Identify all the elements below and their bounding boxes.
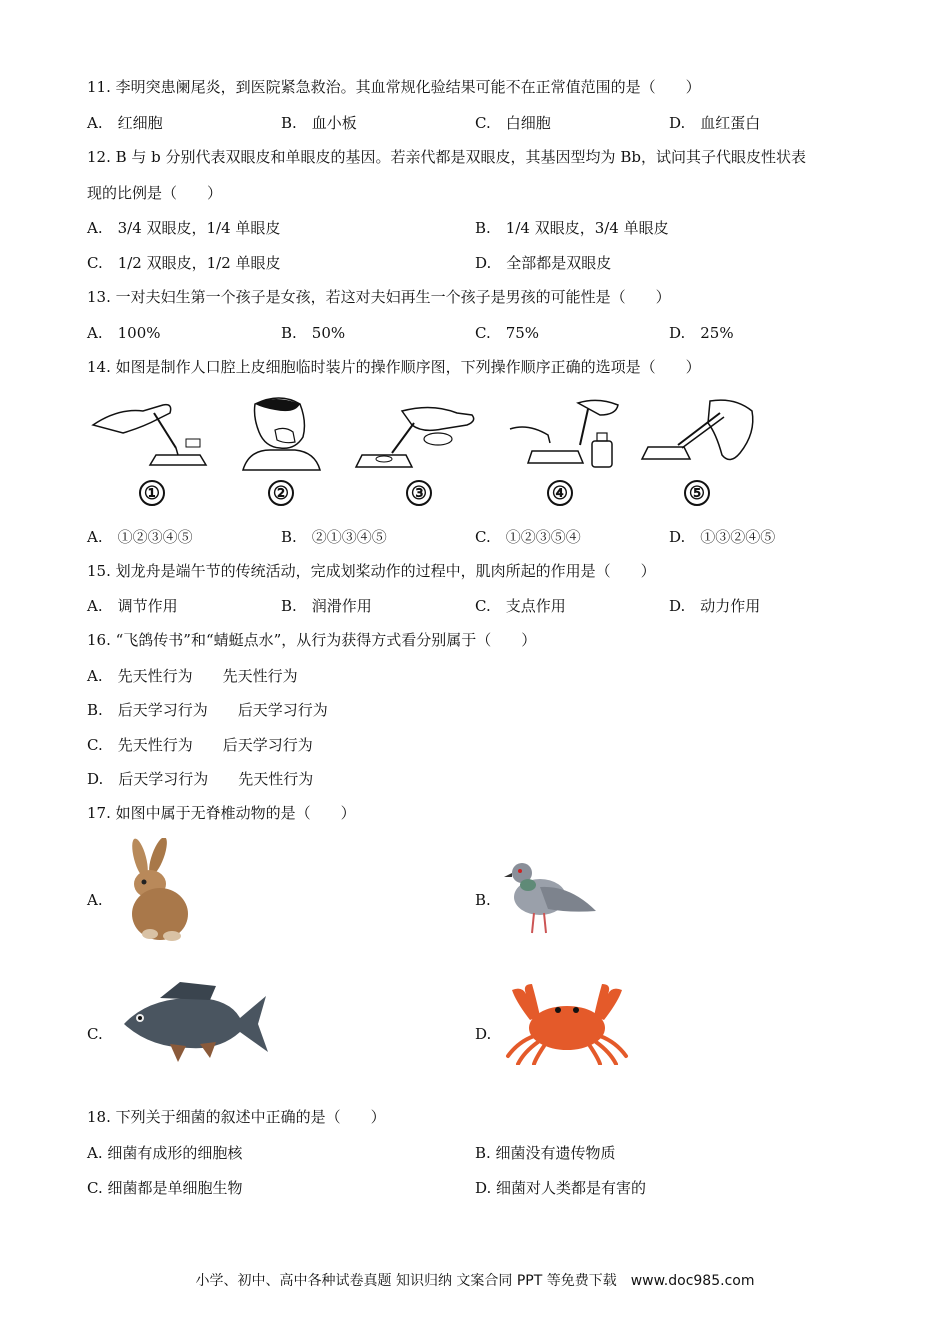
q18-option-a: A. 细菌有成形的细胞核 <box>87 1144 243 1162</box>
q13-option-c: C. 75% <box>475 324 540 342</box>
q16-stem: 16. “飞鸽传书”和“蜻蜓点水”，从行为获得方式看分别属于（ ） <box>87 631 537 649</box>
figure-label-4: ④ <box>547 480 573 506</box>
q11-stem: 11. 李明突患阑尾炎，到医院紧急救治。其血常规化验结果可能不在正常值范围的是（ ） <box>87 78 701 96</box>
figure-step-5 <box>640 393 760 473</box>
q18-option-b: B. 细菌没有遗传物质 <box>475 1144 616 1162</box>
q16-option-a: A. 先天性行为 先天性行为 <box>87 667 298 685</box>
q13-option-d: D. 25% <box>669 324 734 342</box>
q12-stem-line2: 现的比例是（ ） <box>87 184 223 202</box>
figure-label-1: ① <box>139 480 165 506</box>
q17-option-a: A. <box>87 891 103 909</box>
q12-option-b: B. 1/4 双眼皮，3/4 单眼皮 <box>475 219 669 237</box>
page-footer: 小学、初中、高中各种试卷真题 知识归纳 文案合同 PPT 等免费下载 www.doc985.com <box>195 1273 755 1289</box>
crab-image <box>500 980 635 1065</box>
q12-stem-line1: 12. B 与 b 分别代表双眼皮和单眼皮的基因。若亲代都是双眼皮，其基因型均为 Bb，试问其子代眼皮性状表 <box>87 148 806 166</box>
q14-option-d: D. ①③②④⑤ <box>669 528 776 546</box>
q12-option-c: C. 1/2 双眼皮，1/2 单眼皮 <box>87 254 281 272</box>
q11-option-a: A. 红细胞 <box>87 114 163 132</box>
rabbit-image <box>110 838 200 943</box>
q11-option-c: C. 白细胞 <box>475 114 551 132</box>
q17-option-d: D. <box>475 1025 492 1043</box>
figure-label-5: ⑤ <box>684 480 710 506</box>
q15-option-c: C. 支点作用 <box>475 597 566 615</box>
q12-option-a: A. 3/4 双眼皮，1/4 单眼皮 <box>87 219 281 237</box>
q15-option-d: D. 动力作用 <box>669 597 761 615</box>
q12-option-d: D. 全部都是双眼皮 <box>475 254 612 272</box>
q15-stem: 15. 划龙舟是端午节的传统活动，完成划桨动作的过程中，肌肉所起的作用是（ ） <box>87 562 656 580</box>
figure-label-2: ② <box>268 480 294 506</box>
figure-step-2 <box>235 392 325 472</box>
figure-step-1 <box>88 393 218 473</box>
q18-option-d: D. 细菌对人类都是有害的 <box>475 1179 647 1197</box>
q15-option-b: B. 润滑作用 <box>281 597 372 615</box>
figure-step-4 <box>508 393 628 473</box>
q14-option-a: A. ①②③④⑤ <box>87 528 193 546</box>
q17-option-b: B. <box>475 891 491 909</box>
q17-option-c: C. <box>87 1025 103 1043</box>
q15-option-a: A. 调节作用 <box>87 597 178 615</box>
q16-option-c: C. 先天性行为 后天学习行为 <box>87 736 313 754</box>
q13-option-a: A. 100% <box>87 324 161 342</box>
q16-option-b: B. 后天学习行为 后天学习行为 <box>87 701 328 719</box>
figure-step-3 <box>352 393 482 473</box>
q13-option-b: B. 50% <box>281 324 346 342</box>
pigeon-image <box>500 855 600 940</box>
q14-option-c: C. ①②③⑤④ <box>475 528 581 546</box>
q14-option-b: B. ②①③④⑤ <box>281 528 387 546</box>
q18-option-c: C. 细菌都是单细胞生物 <box>87 1179 243 1197</box>
q13-stem: 13. 一对夫妇生第一个孩子是女孩，若这对夫妇再生一个孩子是男孩的可能性是（ ） <box>87 288 671 306</box>
q17-stem: 17. 如图中属于无脊椎动物的是（ ） <box>87 804 356 822</box>
q16-option-d: D. 后天学习行为 先天性行为 <box>87 770 314 788</box>
fish-image <box>120 978 270 1063</box>
q11-option-d: D. 血红蛋白 <box>669 114 761 132</box>
figure-label-3: ③ <box>406 480 432 506</box>
q18-stem: 18. 下列关于细菌的叙述中正确的是（ ） <box>87 1108 386 1126</box>
q11-option-b: B. 血小板 <box>281 114 357 132</box>
q14-stem: 14. 如图是制作人口腔上皮细胞临时装片的操作顺序图，下列操作顺序正确的选项是（ ） <box>87 358 701 376</box>
